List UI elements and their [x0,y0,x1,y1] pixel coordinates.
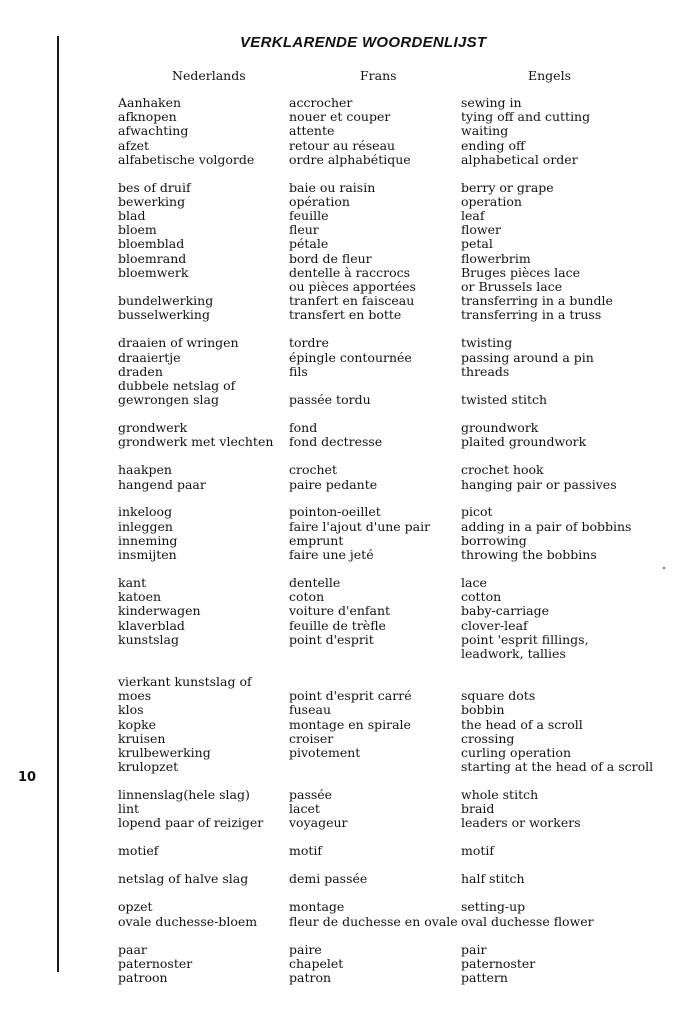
french-term: point d'esprit carré [289,688,412,704]
french-term: dentelle à raccrocs [289,264,411,280]
dutch-term: bundelwerking [118,293,214,309]
english-term: point 'esprit fillings, [461,631,589,647]
dutch-term: gewrongen slag [118,392,219,408]
french-term: paire pedante [289,476,378,492]
dutch-term: hangend paar [118,476,206,492]
column-header-dutch: Nederlands [172,68,246,83]
column-header-french: Frans [360,68,397,83]
english-term [461,379,678,393]
glossary-row [118,548,678,562]
french-term [289,647,461,661]
glossary-row [118,746,678,760]
margin-rule [57,36,59,972]
dutch-term: draaien of wringen [118,335,239,351]
french-term: lacet [289,801,320,817]
english-term: threads [461,363,510,379]
glossary-group [118,96,678,167]
french-term: faire l'ajout d'une pair [289,518,431,534]
french-term: fleur [289,222,319,238]
french-term: point d'esprit [289,631,374,647]
glossary-row [118,181,678,195]
dutch-term: inkeloog [118,504,173,520]
english-term: pair [461,941,487,957]
french-term: montage en spirale [289,716,411,732]
glossary-row [118,604,678,618]
french-term: transfert en botte [289,307,402,323]
dutch-term: bloemblad [118,236,185,252]
dutch-term: patroon [118,969,168,985]
dutch-term: klos [118,702,144,718]
french-term: ordre alphabétique [289,151,411,167]
english-term: flowerbrim [461,250,531,266]
glossary-row [118,576,678,590]
glossary-row [118,732,678,746]
glossary-row [118,590,678,604]
dutch-term: bloemwerk [118,264,189,280]
glossary-row [118,266,678,280]
english-term: borrowing [461,532,527,548]
dutch-term: dubbele netslag of [118,377,236,393]
english-term: leadwork, tallies [461,645,566,661]
dutch-term: bloemrand [118,250,187,266]
english-term: transferring in a truss [461,307,602,323]
english-term: flower [461,222,501,238]
dutch-term: kinderwagen [118,603,201,619]
english-term: clover-leaf [461,617,528,633]
french-term: fond dectresse [289,434,383,450]
english-term: throwing the bobbins [461,547,597,563]
dutch-term: lopend paar of reiziger [118,815,264,831]
page-title: VERKLARENDE WOORDENLIJST [240,34,487,51]
english-term: crossing [461,730,515,746]
dutch-term: bes of druif [118,179,191,195]
dutch-term: paternoster [118,955,193,971]
english-term: leaders or workers [461,815,581,831]
dutch-term [118,647,289,661]
english-term: lace [461,575,487,591]
glossary-row [118,280,678,294]
glossary-row [118,336,678,350]
french-term: passée tordu [289,392,371,408]
glossary-row [118,153,678,167]
english-term: ending off [461,137,525,153]
french-term: coton [289,589,325,605]
page-number: 10 [18,770,37,785]
dutch-term: krulopzet [118,759,179,775]
english-term: groundwork [461,420,539,436]
english-term: baby-carriage [461,603,549,619]
english-term: waiting [461,123,509,139]
english-term: starting at the head of a scroll [461,759,654,775]
french-term: tranfert en faisceau [289,293,415,309]
dutch-term: alfabetische volgorde [118,151,255,167]
french-term: passée [289,787,333,803]
dutch-term: katoen [118,589,162,605]
english-term: oval duchesse flower [461,913,594,929]
english-term: setting-up [461,899,526,915]
french-term: paire [289,941,322,957]
french-term: crochet [289,462,337,478]
dutch-term: insmijten [118,547,177,563]
dutch-term: Aanhaken [118,95,182,110]
dutch-term: busselwerking [118,307,210,323]
french-term [289,379,461,393]
glossary-row [118,971,678,985]
glossary-row [118,96,678,110]
french-term: accrocher [289,95,353,110]
glossary-row [118,534,678,548]
french-term: ou pièces apportées [289,279,416,295]
glossary-group [118,872,678,886]
glossary-row [118,844,678,858]
french-term: patron [289,969,332,985]
glossary-row [118,139,678,153]
french-term: nouer et couper [289,109,391,125]
dutch-term: ovale duchesse-bloem [118,913,258,929]
glossary-row [118,957,678,971]
english-term: transferring in a bundle [461,293,613,309]
glossary-row [118,252,678,266]
english-term: braid [461,801,495,817]
glossary-row [118,351,678,365]
french-term: montage [289,899,345,915]
french-term: pointon-oeillet [289,504,381,520]
french-term: fond [289,420,318,436]
english-term: tying off and cutting [461,109,591,125]
dutch-term: kruisen [118,730,166,746]
french-term: feuille [289,208,329,224]
english-term: alphabetical order [461,151,578,167]
glossary-row [118,223,678,237]
french-term: opération [289,193,350,209]
english-term: berry or grape [461,179,554,195]
print-speck [663,567,665,569]
french-term: retour au réseau [289,137,396,153]
glossary-row [118,195,678,209]
dutch-term: bloem [118,222,157,238]
english-term: Bruges pièces lace [461,264,581,280]
english-term: petal [461,236,493,252]
glossary-row [118,365,678,379]
french-term: fuseau [289,702,331,718]
english-term: motif [461,843,495,859]
dutch-term: lint [118,801,140,817]
english-term: square dots [461,688,536,704]
glossary-group [118,943,678,986]
dutch-term: opzet [118,899,153,915]
glossary-row [118,943,678,957]
english-term: operation [461,193,522,209]
english-term: bobbin [461,702,505,718]
french-term: pétale [289,236,329,252]
english-term: half stitch [461,871,525,887]
glossary-row [118,689,678,703]
glossary-row [118,308,678,322]
dutch-term: afzet [118,137,150,153]
glossary-row [118,478,678,492]
english-term: or Brussels lace [461,279,563,295]
dutch-term: klaverblad [118,617,185,633]
dutch-term: blad [118,208,146,224]
glossary-row [118,110,678,124]
french-term: fils [289,363,308,379]
dutch-term: grondwerk met vlechten [118,434,274,450]
glossary-row [118,294,678,308]
glossary-row [118,703,678,717]
english-term: plaited groundwork [461,434,587,450]
dutch-term: vierkant kunstslag of [118,673,252,689]
dutch-term [118,280,289,294]
french-term [289,675,461,689]
glossary-group [118,788,678,831]
french-term: motif [289,843,323,859]
glossary-group [118,900,678,928]
glossary-row [118,520,678,534]
french-term: demi passée [289,871,368,887]
dutch-term: kant [118,575,147,591]
french-term: tordre [289,335,329,351]
french-term: faire une jeté [289,547,374,563]
glossary-row [118,760,678,774]
french-term: feuille de trèfle [289,617,386,633]
french-term: épingle contournée [289,349,412,365]
dutch-term: inleggen [118,518,173,534]
dutch-term: haakpen [118,462,172,478]
glossary-group [118,463,678,491]
english-term: passing around a pin [461,349,594,365]
dutch-term: kunstslag [118,631,179,647]
glossary-group [118,844,678,858]
dutch-term: grondwerk [118,420,188,436]
glossary-row [118,900,678,914]
english-term: pattern [461,969,508,985]
french-term: bord de fleur [289,250,372,266]
french-term: baie ou raisin [289,179,376,195]
dutch-term: draaiertje [118,349,181,365]
glossary-row [118,802,678,816]
english-term: crochet hook [461,462,544,478]
dutch-term: moes [118,688,152,704]
english-term [461,675,678,689]
glossary-row [118,379,678,393]
glossary-group [118,675,678,774]
dutch-term: linnenslag(hele slag) [118,787,250,803]
dutch-term: paar [118,941,147,957]
english-term: whole stitch [461,787,539,803]
glossary-group [118,421,678,449]
dutch-term: afknopen [118,109,177,125]
french-term [289,760,461,774]
french-term: fleur de duchesse en ovale [289,913,458,929]
glossary-group [118,576,678,661]
dutch-term: draden [118,363,163,379]
glossary-row [118,124,678,138]
glossary-row [118,237,678,251]
glossary-row [118,619,678,633]
french-term: chapelet [289,955,344,971]
glossary-row [118,435,678,449]
glossary-row [118,505,678,519]
english-term: picot [461,504,493,520]
glossary-row [118,209,678,223]
english-term: adding in a pair of bobbins [461,518,632,534]
english-term: the head of a scroll [461,716,583,732]
glossary-row [118,421,678,435]
glossary-row [118,463,678,477]
english-term: curling operation [461,744,571,760]
dutch-term: krulbewerking [118,744,211,760]
glossary-group [118,181,678,323]
dutch-term: inneming [118,532,178,548]
glossary-row [118,633,678,647]
glossary-row [118,915,678,929]
glossary-group [118,505,678,562]
french-term: pivotement [289,744,361,760]
glossary-row [118,872,678,886]
english-term: sewing in [461,95,522,110]
english-term: twisted stitch [461,392,548,408]
dutch-term: bewerking [118,193,186,209]
french-term: voyageur [289,815,348,831]
french-term: attente [289,123,335,139]
glossary-entries [118,96,678,999]
english-term: twisting [461,335,513,351]
glossary-row [118,393,678,407]
glossary-row [118,816,678,830]
glossary-row [118,718,678,732]
dutch-term: netslag of halve slag [118,871,249,887]
glossary-group [118,336,678,407]
dutch-term: kopke [118,716,157,732]
english-term: hanging pair or passives [461,476,617,492]
dutch-term: motief [118,843,159,859]
glossary-row [118,647,678,661]
french-term: emprunt [289,532,344,548]
column-header-english: Engels [528,68,571,83]
glossary-row [118,788,678,802]
french-term: croiser [289,730,334,746]
french-term: voiture d'enfant [289,603,391,619]
english-term: paternoster [461,955,536,971]
english-term: leaf [461,208,485,224]
dutch-term: afwachting [118,123,189,139]
french-term: dentelle [289,575,341,591]
glossary-row [118,675,678,689]
english-term: cotton [461,589,502,605]
